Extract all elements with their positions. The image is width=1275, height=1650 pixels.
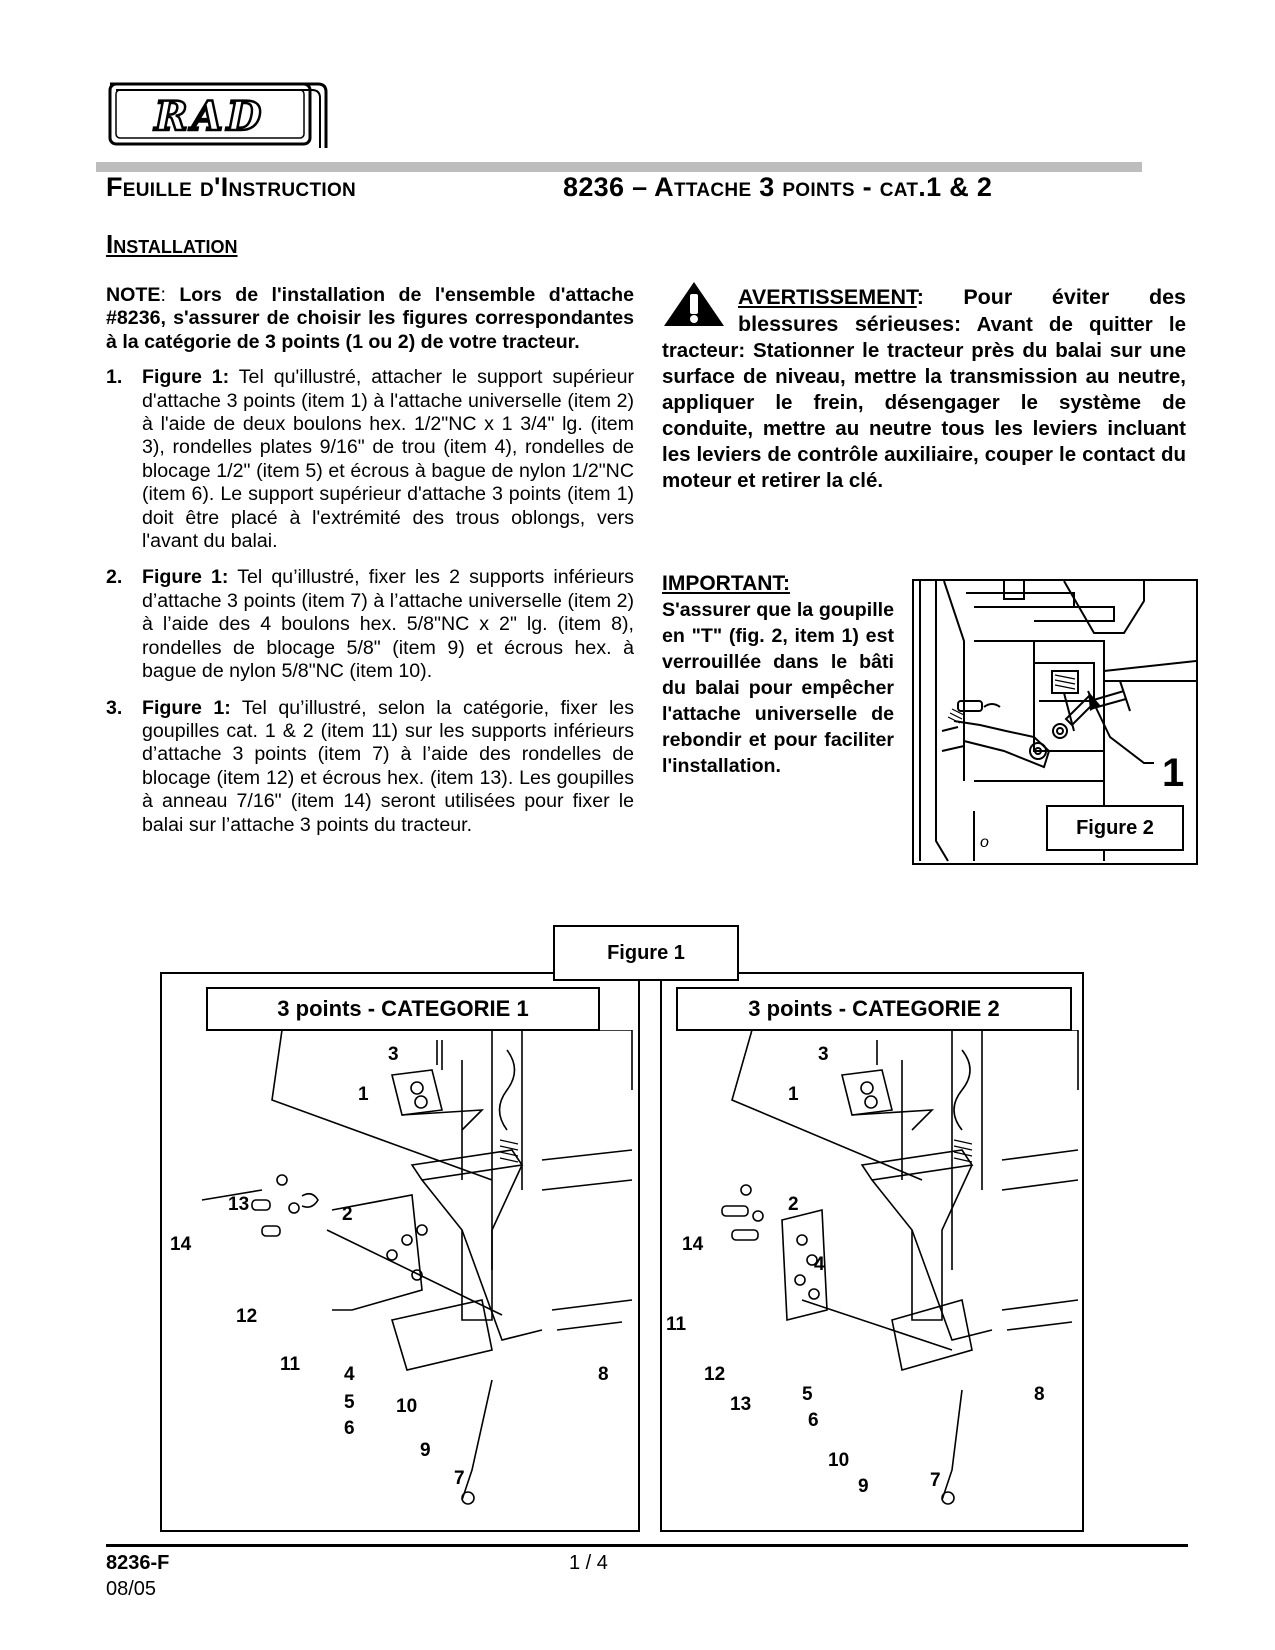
step-label: Figure 1: <box>142 566 229 589</box>
callout: 2 <box>342 1204 353 1225</box>
figure-1-panel-category-1 <box>160 972 640 1532</box>
figure-2-label: Figure 2 <box>1046 805 1184 851</box>
figure-2 <box>912 579 1198 865</box>
figure-2-callout: 1 <box>1162 751 1185 795</box>
list-item <box>106 697 634 837</box>
section-title: Installation <box>106 229 238 259</box>
product-title: 8236 – Attache 3 points - cat.1 & 2 <box>563 172 993 202</box>
callout: 11 <box>666 1314 687 1335</box>
callout: 11 <box>280 1354 301 1375</box>
callout: 7 <box>454 1468 465 1489</box>
step-number: 2. <box>106 566 123 589</box>
panel-title: 3 points - CATEGORIE 2 <box>676 987 1072 1031</box>
callout: 12 <box>704 1364 726 1385</box>
callout: 1 <box>358 1084 369 1105</box>
callout: 8 <box>1034 1384 1045 1405</box>
callout: 7 <box>930 1470 941 1491</box>
warning-label: AVERTISSEMENT <box>738 285 917 309</box>
callout: 4 <box>344 1364 355 1385</box>
note-text: Lors de l'installation de l'ensemble d'attache #8236, s'assurer de choisir les figures correspondantes à la catégorie de 3 points (1 ou 2) de votre tracteur. <box>106 284 634 353</box>
step-text: Tel qu'illustré, attacher le support supérieur d'attache 3 points (item 1) à l'attache universelle (item 2) à l'aide de deux boulons hex. 1/2"NC x 1 3/4" lg. (item 3), rondelles plates 9/16" de trou (item 4), rondelles de blocage 1/2" (item 5) et écrous à bague de nylon 1/2"NC (item 6). Le support supérieur d'attache 3 points (item 1) doit être placé à l'extrémité des trous oblongs, vers l'avant du balai. <box>142 366 635 553</box>
important-label: IMPORTANT <box>662 572 783 595</box>
callout: 5 <box>802 1384 813 1405</box>
category-2-exploded-drawing <box>662 1030 1082 1530</box>
footer-date: 08/05 <box>106 1578 157 1600</box>
important-block: IMPORTANT: S'assurer que la goupille en "T" (fig. 2, item 1) est verrouillée dans le bâti du balai pour empêcher l'attache universelle de rebondir et pour faciliter l'installation. <box>662 572 894 777</box>
callout: 14 <box>682 1234 704 1255</box>
callout: 13 <box>730 1394 752 1415</box>
callout: 13 <box>228 1194 250 1215</box>
note-paragraph: NOTE: Lors de l'installation de l'ensemble d'attache #8236, s'assurer de choisir les figures correspondantes à la catégorie de 3 points (1 ou 2) de votre tracteur. <box>106 284 634 353</box>
warning-text: Avant de quitter le tracteur: Stationner le tracteur près du balai sur une surface de niveau, mettre la transmission au neutre, appliquer le frein, désengager le système de conduite, mettre au neutre tous les leviers incluant les leviers de contrôle auxiliaire, couper le contact du moteur et retirer la clé. <box>662 313 1187 492</box>
doc-type-title: Feuille d'Instruction <box>106 172 357 202</box>
callout: 4 <box>814 1254 825 1275</box>
figure-1-panel-category-2 <box>660 972 1084 1532</box>
callout: 1 <box>788 1084 799 1105</box>
note-label: NOTE <box>106 284 161 306</box>
rad-logo-graphic <box>106 80 332 152</box>
steps-list <box>106 366 634 837</box>
step-number: 1. <box>106 366 123 389</box>
figure-2-mark: o <box>980 834 989 851</box>
callout: 6 <box>344 1418 355 1439</box>
callout: 8 <box>598 1364 609 1385</box>
callout: 2 <box>788 1194 799 1215</box>
callout: 6 <box>808 1410 819 1431</box>
step-number: 3. <box>106 696 123 719</box>
warning-triangle-icon <box>662 280 726 328</box>
rad-logo <box>106 80 332 152</box>
figure-1-label: Figure 1 <box>553 925 739 981</box>
callout: 14 <box>170 1234 192 1255</box>
callout: 9 <box>858 1476 869 1497</box>
callout: 12 <box>236 1306 258 1327</box>
warning-block: AVERTISSEMENT: Pour éviter des blessures sérieuses: Avant de quitter le tracteur: Stationner le tracteur près du balai sur une surface de niveau, mettre la transmission au neutre, appliquer le frein, désengager le système de conduite, mettre au neutre tous les leviers incluant les leviers de contrôle auxiliaire, couper le contact du moteur et retirer la clé. <box>662 284 1186 494</box>
callout: 5 <box>344 1392 355 1413</box>
callout: 3 <box>818 1044 829 1065</box>
callout: 3 <box>388 1044 399 1065</box>
step-text: Tel qu’illustré, fixer les 2 supports inférieurs d’attache 3 points (item 7) à l’attache universelle (item 2) à l’aide des 4 boulons hex. 5/8"NC x 2" lg. (item 8), rondelles de blocage 5/8" (item 9) et écrous hex. à bague de nylon 5/8"NC (item 10). <box>142 566 634 683</box>
step-text: Tel qu’illustré, selon la catégorie, fixer les goupilles cat. 1 & 2 (item 11) sur les supports inférieurs d’attache 3 points (item 7) à l’aide des rondelles de blocage (item 12) et écrous hex. (item 13). Les goupilles à anneau 7/16" (item 14) seront utilisées pour fixer le balai sur l’attache 3 points du tracteur. <box>142 696 634 836</box>
panel-title: 3 points - CATEGORIE 1 <box>206 987 600 1031</box>
callout: 10 <box>828 1450 850 1471</box>
header-rule <box>96 162 1142 172</box>
list-item <box>106 566 634 683</box>
important-text: S'assurer que la goupille en "T" (fig. 2, item 1) est verrouillée dans le bâti du balai pour empêcher l'attache universelle de rebondir et pour faciliter l'installation. <box>662 599 894 777</box>
footer-doc-code: 8236-F <box>106 1552 170 1574</box>
svg-text:RAD: RAD <box>154 93 266 140</box>
footer-page-number: 1 / 4 <box>569 1552 608 1574</box>
footer-rule <box>106 1544 1188 1547</box>
callout: 9 <box>420 1440 431 1461</box>
category-1-exploded-drawing <box>162 1030 638 1530</box>
list-item <box>106 366 634 553</box>
step-label: Figure 1: <box>142 366 230 389</box>
warning-lead: Pour éviter des blessures sérieuses: <box>738 285 1186 336</box>
step-label: Figure 1: <box>142 696 231 719</box>
instructions-column <box>106 284 634 850</box>
callout: 10 <box>396 1396 418 1417</box>
